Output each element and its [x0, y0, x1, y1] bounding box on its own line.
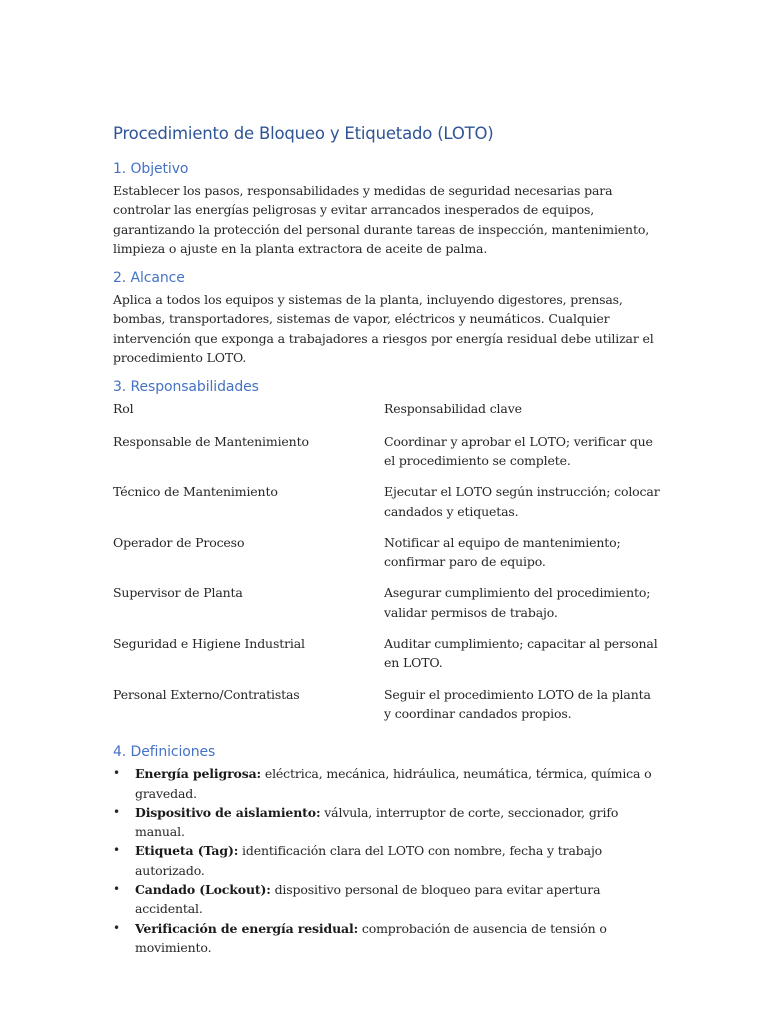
table-row [113, 533, 660, 572]
definition-text: eléctrica, mecánica, hidráulica, neumática, térmica, química o gravedad. [135, 766, 652, 801]
bullet-icon: • [113, 882, 120, 897]
role-cell: Seguridad e Higiene Industrial [113, 636, 305, 652]
heading-responsabilidades: 3. Responsabilidades [113, 379, 259, 396]
definitions-list [113, 764, 660, 957]
table-row [113, 583, 660, 622]
paragraph-alcance: Aplica a todos los equipos y sistemas de la planta, incluyendo digestores, prensas, bombas, transportadores, sistemas de vapor, eléctricos y neumáticos. Cualquier intervención que exponga a trabajadores a riesgos por energía residual debe utilizar el procedimiento LOTO. [113, 292, 654, 366]
responsibility-cell: Asegurar cumplimiento del procedimiento; validar permisos de trabajo. [384, 585, 651, 620]
bullet-icon: • [113, 920, 120, 935]
heading-objetivo: 1. Objetivo [113, 161, 189, 177]
definition-term: Etiqueta (Tag): [135, 843, 239, 859]
list-item [113, 919, 660, 958]
bullet-icon: • [113, 766, 120, 781]
definition-text: identificación clara del LOTO con nombre, fecha y trabajo autorizado. [135, 843, 603, 878]
column-header-responsabilidad: Responsabilidad clave [384, 401, 522, 417]
table-row [113, 432, 660, 471]
table-row [113, 482, 660, 521]
heading-definiciones: 4. Definiciones [113, 744, 216, 761]
responsibility-cell: Ejecutar el LOTO según instrucción; colocar candados y etiquetas. [384, 484, 660, 519]
definition-term: Dispositivo de aislamiento: [135, 804, 321, 820]
bullet-icon: • [113, 804, 120, 819]
list-item [113, 764, 660, 803]
definition-text: comprobación de ausencia de tensión o movimiento. [135, 920, 607, 955]
definition-term: Verificación de energía residual: [135, 920, 359, 936]
definition-text: dispositivo personal de bloqueo para evitar apertura accidental. [135, 882, 601, 917]
role-cell: Supervisor de Planta [113, 585, 243, 601]
role-cell: Responsable de Mantenimiento [113, 433, 309, 449]
column-header-rol: Rol [113, 401, 134, 417]
role-cell: Operador de Proceso [113, 534, 245, 550]
paragraph-objetivo: Establecer los pasos, responsabilidades y medidas de seguridad necesarias para controlar las energías peligrosas y evitar arrancados inesperados de equipos, garantizando la protección del personal durante tareas de inspección, mantenimiento, limpieza o ajuste en la planta extractora de aceite de palma. [113, 183, 650, 256]
role-cell: Técnico de Mantenimiento [113, 484, 278, 500]
responsibility-cell: Auditar cumplimiento; capacitar al personal en LOTO. [384, 636, 658, 671]
document-title: Procedimiento de Bloqueo y Etiquetado (LOTO) [113, 124, 494, 143]
list-item [113, 803, 660, 842]
definition-term: Candado (Lockout): [135, 882, 271, 898]
responsibility-cell: Notificar al equipo de mantenimiento; confirmar paro de equipo. [384, 534, 621, 570]
table-row [113, 685, 660, 724]
table-header-row [113, 399, 660, 418]
list-item [113, 841, 660, 880]
responsibility-cell: Seguir el procedimiento LOTO de la planta y coordinar candados propios. [384, 686, 651, 721]
definition-term: Energía peligrosa: [135, 766, 261, 782]
heading-alcance: 2. Alcance [113, 270, 185, 287]
responsibility-cell: Coordinar y aprobar el LOTO; verificar que el procedimiento se complete. [384, 433, 653, 468]
list-item [113, 880, 660, 919]
responsibilities-table [113, 399, 660, 723]
table-row [113, 634, 660, 673]
definition-text: válvula, interruptor de corte, seccionador, grifo manual. [135, 804, 619, 840]
bullet-icon: • [113, 843, 120, 858]
role-cell: Personal Externo/Contratistas [113, 686, 300, 702]
